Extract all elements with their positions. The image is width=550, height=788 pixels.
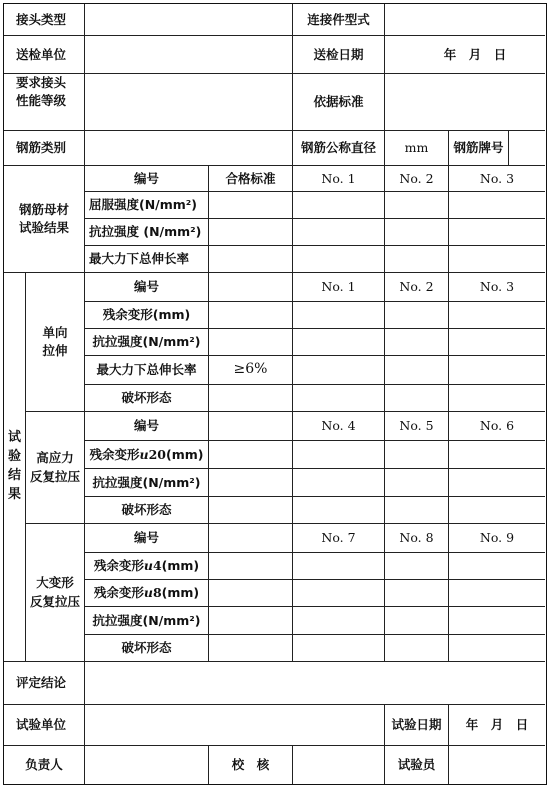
base-tensile-standard[interactable] <box>209 219 293 246</box>
rebar-brand-label: 钢筋牌号 <box>449 131 509 166</box>
large-def-sample-no7: No. 7 <box>293 524 385 553</box>
large-def-u8-no9[interactable] <box>449 580 545 607</box>
uniaxial-number-standard[interactable] <box>209 273 293 302</box>
joint-type-field[interactable] <box>85 4 293 36</box>
standard-field[interactable] <box>385 74 545 131</box>
base-material-line1: 钢筋母材 <box>18 201 69 217</box>
joint-test-report-form <box>3 3 547 785</box>
base-col-standard: 合格标准 <box>209 166 293 192</box>
nominal-diameter-label: 钢筋公称直径 <box>293 131 385 166</box>
large-deformation-line2: 反复拉压 <box>29 593 80 609</box>
large-def-u8-no8[interactable] <box>385 580 449 607</box>
high-stress-tensile-standard[interactable] <box>209 469 293 497</box>
responsible-field[interactable] <box>85 746 209 784</box>
uniaxial-residual-no2[interactable] <box>385 302 449 329</box>
base-material-line2: 试验结果 <box>18 220 69 235</box>
uniaxial-residual-no3[interactable] <box>449 302 545 329</box>
base-row-elongation: 最大力下总伸长率 <box>85 246 209 273</box>
conclusion-label: 评定结论 <box>4 662 85 705</box>
tester-field[interactable] <box>449 746 545 784</box>
large-deformation-line1: 大变形 <box>36 575 74 591</box>
grade-label-line2: 性能等级 <box>16 93 67 109</box>
conclusion-field[interactable] <box>85 662 545 705</box>
uniaxial-sample-no2: No. 2 <box>385 273 449 302</box>
high-stress-failure-no4[interactable] <box>293 497 385 524</box>
submit-date-field[interactable]: 年 月 日 <box>385 36 545 74</box>
grade-label <box>4 74 85 131</box>
high-stress-failure-no6[interactable] <box>449 497 545 524</box>
large-def-tensile-standard[interactable] <box>209 607 293 635</box>
high-stress-failure-no5[interactable] <box>385 497 449 524</box>
uniaxial-row-residual: 残余变形(mm) <box>85 302 209 329</box>
high-stress-residual-prefix: 残余变形 <box>89 446 140 462</box>
large-def-row-failure: 破坏形态 <box>85 635 209 662</box>
base-tensile-no1[interactable] <box>293 219 385 246</box>
high-stress-number-standard[interactable] <box>209 412 293 441</box>
reviewer-field[interactable] <box>293 746 385 784</box>
high-stress-sample-no4: No. 4 <box>293 412 385 441</box>
reviewer-label: 校 核 <box>209 746 293 784</box>
large-def-residual4-suffix: (mm) <box>161 558 200 574</box>
large-def-residual8-suffix: (mm) <box>161 585 200 601</box>
results-char-2: 验 <box>7 449 21 465</box>
high-stress-residual-sub: 20 <box>148 446 167 462</box>
high-stress-row-residual <box>85 441 209 469</box>
results-char-4: 果 <box>7 486 21 502</box>
base-yield-no2[interactable] <box>385 192 449 219</box>
high-stress-line1: 高应力 <box>36 450 74 466</box>
high-stress-tensile-no5[interactable] <box>385 469 449 497</box>
rebar-brand-field[interactable] <box>509 131 545 166</box>
uniaxial-residual-no1[interactable] <box>293 302 385 329</box>
results-char-1: 试 <box>7 430 21 446</box>
high-stress-residual-var: u <box>139 446 149 462</box>
large-def-u4-standard[interactable] <box>209 553 293 580</box>
base-yield-no3[interactable] <box>449 192 545 219</box>
base-elongation-no2[interactable] <box>385 246 449 273</box>
base-sample-no3: No. 3 <box>449 166 545 192</box>
diameter-unit-field[interactable]: mm <box>385 131 449 166</box>
large-def-row-tensile: 抗拉强度(N/mm²) <box>85 607 209 635</box>
high-stress-sample-no6: No. 6 <box>449 412 545 441</box>
uniaxial-failure-no2[interactable] <box>385 385 449 412</box>
connector-type-field[interactable] <box>385 4 545 36</box>
grade-field[interactable] <box>85 74 293 131</box>
uniaxial-tensile-no3[interactable] <box>449 329 545 356</box>
base-elongation-no1[interactable] <box>293 246 385 273</box>
base-elongation-standard[interactable] <box>209 246 293 273</box>
high-stress-residual-suffix: (mm) <box>166 446 204 462</box>
high-stress-residual-no4[interactable] <box>293 441 385 469</box>
large-def-tensile-no8[interactable] <box>385 607 449 635</box>
large-def-residual8-sub: 8 <box>152 585 162 601</box>
large-def-row-residual-u4 <box>85 553 209 580</box>
uniaxial-sample-no3: No. 3 <box>449 273 545 302</box>
standard-label: 依据标准 <box>293 74 385 131</box>
high-stress-line2: 反复拉压 <box>29 468 80 484</box>
test-date-field[interactable]: 年 月 日 <box>449 705 545 746</box>
base-row-tensile: 抗拉强度 (N/mm²) <box>85 219 209 246</box>
high-stress-failure-standard[interactable] <box>209 497 293 524</box>
high-stress-tensile-no4[interactable] <box>293 469 385 497</box>
uniaxial-tensile-no2[interactable] <box>385 329 449 356</box>
test-unit-label: 试验单位 <box>4 705 85 746</box>
base-tensile-no2[interactable] <box>385 219 449 246</box>
high-stress-section-label <box>26 412 85 524</box>
base-sample-no2: No. 2 <box>385 166 449 192</box>
uniaxial-row-failure: 破坏形态 <box>85 385 209 412</box>
large-def-sample-no9: No. 9 <box>449 524 545 553</box>
large-def-failure-standard[interactable] <box>209 635 293 662</box>
large-def-row-residual-u8 <box>85 580 209 607</box>
large-def-residual4-prefix: 残余变形 <box>93 558 144 574</box>
high-stress-residual-standard[interactable] <box>209 441 293 469</box>
rebar-type-field[interactable] <box>85 131 293 166</box>
uniaxial-section-label <box>26 273 85 412</box>
joint-type-label: 接头类型 <box>4 4 85 36</box>
uniaxial-residual-standard[interactable] <box>209 302 293 329</box>
results-char-3: 结 <box>7 468 21 483</box>
uniaxial-failure-standard[interactable] <box>209 385 293 412</box>
large-deformation-section-label <box>26 524 85 662</box>
uniaxial-failure-no1[interactable] <box>293 385 385 412</box>
test-date-label: 试验日期 <box>385 705 449 746</box>
uniaxial-tensile-no1[interactable] <box>293 329 385 356</box>
uniaxial-sample-no1: No. 1 <box>293 273 385 302</box>
large-def-u4-no7[interactable] <box>293 553 385 580</box>
high-stress-tensile-no6[interactable] <box>449 469 545 497</box>
large-def-failure-no8[interactable] <box>385 635 449 662</box>
submit-date-label: 送检日期 <box>293 36 385 74</box>
large-def-residual8-var: u <box>143 585 153 601</box>
uniaxial-elongation-no1[interactable] <box>293 356 385 385</box>
high-stress-residual-no6[interactable] <box>449 441 545 469</box>
base-sample-no1: No. 1 <box>293 166 385 192</box>
base-elongation-no3[interactable] <box>449 246 545 273</box>
base-col-number: 编号 <box>85 166 209 192</box>
high-stress-sample-no5: No. 5 <box>385 412 449 441</box>
large-def-col-number: 编号 <box>85 524 209 553</box>
base-yield-standard[interactable] <box>209 192 293 219</box>
large-def-tensile-no7[interactable] <box>293 607 385 635</box>
high-stress-row-tensile: 抗拉强度(N/mm²) <box>85 469 209 497</box>
grade-label-line1: 要求接头 <box>16 75 67 90</box>
base-row-yield: 屈服强度(N/mm²) <box>85 192 209 219</box>
uniaxial-elongation-no3[interactable] <box>449 356 545 385</box>
high-stress-row-failure: 破坏形态 <box>85 497 209 524</box>
test-results-vertical-label <box>4 273 26 662</box>
large-def-u8-no7[interactable] <box>293 580 385 607</box>
large-def-residual4-var: u <box>143 558 153 574</box>
large-def-number-standard[interactable] <box>209 524 293 553</box>
base-material-section-label <box>4 166 85 273</box>
rebar-type-label: 钢筋类别 <box>4 131 85 166</box>
uniaxial-elongation-standard: ≥6% <box>209 356 293 385</box>
connector-type-label: 连接件型式 <box>293 4 385 36</box>
large-def-tensile-no9[interactable] <box>449 607 545 635</box>
large-def-residual4-sub: 4 <box>152 558 162 574</box>
responsible-label: 负责人 <box>4 746 85 784</box>
large-def-u4-no8[interactable] <box>385 553 449 580</box>
submitting-unit-label: 送检单位 <box>4 36 85 74</box>
uniaxial-col-number: 编号 <box>85 273 209 302</box>
large-def-residual8-prefix: 残余变形 <box>93 585 144 601</box>
submitting-unit-field[interactable] <box>85 36 293 74</box>
high-stress-residual-no5[interactable] <box>385 441 449 469</box>
high-stress-col-number: 编号 <box>85 412 209 441</box>
uniaxial-row-elongation: 最大力下总伸长率 <box>85 356 209 385</box>
large-def-u4-no9[interactable] <box>449 553 545 580</box>
uniaxial-tensile-standard[interactable] <box>209 329 293 356</box>
base-yield-no1[interactable] <box>293 192 385 219</box>
large-def-failure-no7[interactable] <box>293 635 385 662</box>
uniaxial-elongation-no2[interactable] <box>385 356 449 385</box>
large-def-failure-no9[interactable] <box>449 635 545 662</box>
tester-label: 试验员 <box>385 746 449 784</box>
uniaxial-failure-no3[interactable] <box>449 385 545 412</box>
uniaxial-row-tensile: 抗拉强度(N/mm²) <box>85 329 209 356</box>
uniaxial-line1: 单向 <box>42 324 68 340</box>
large-def-sample-no8: No. 8 <box>385 524 449 553</box>
large-def-u8-standard[interactable] <box>209 580 293 607</box>
uniaxial-line2: 拉伸 <box>42 343 68 358</box>
test-unit-field[interactable] <box>85 705 385 746</box>
base-tensile-no3[interactable] <box>449 219 545 246</box>
